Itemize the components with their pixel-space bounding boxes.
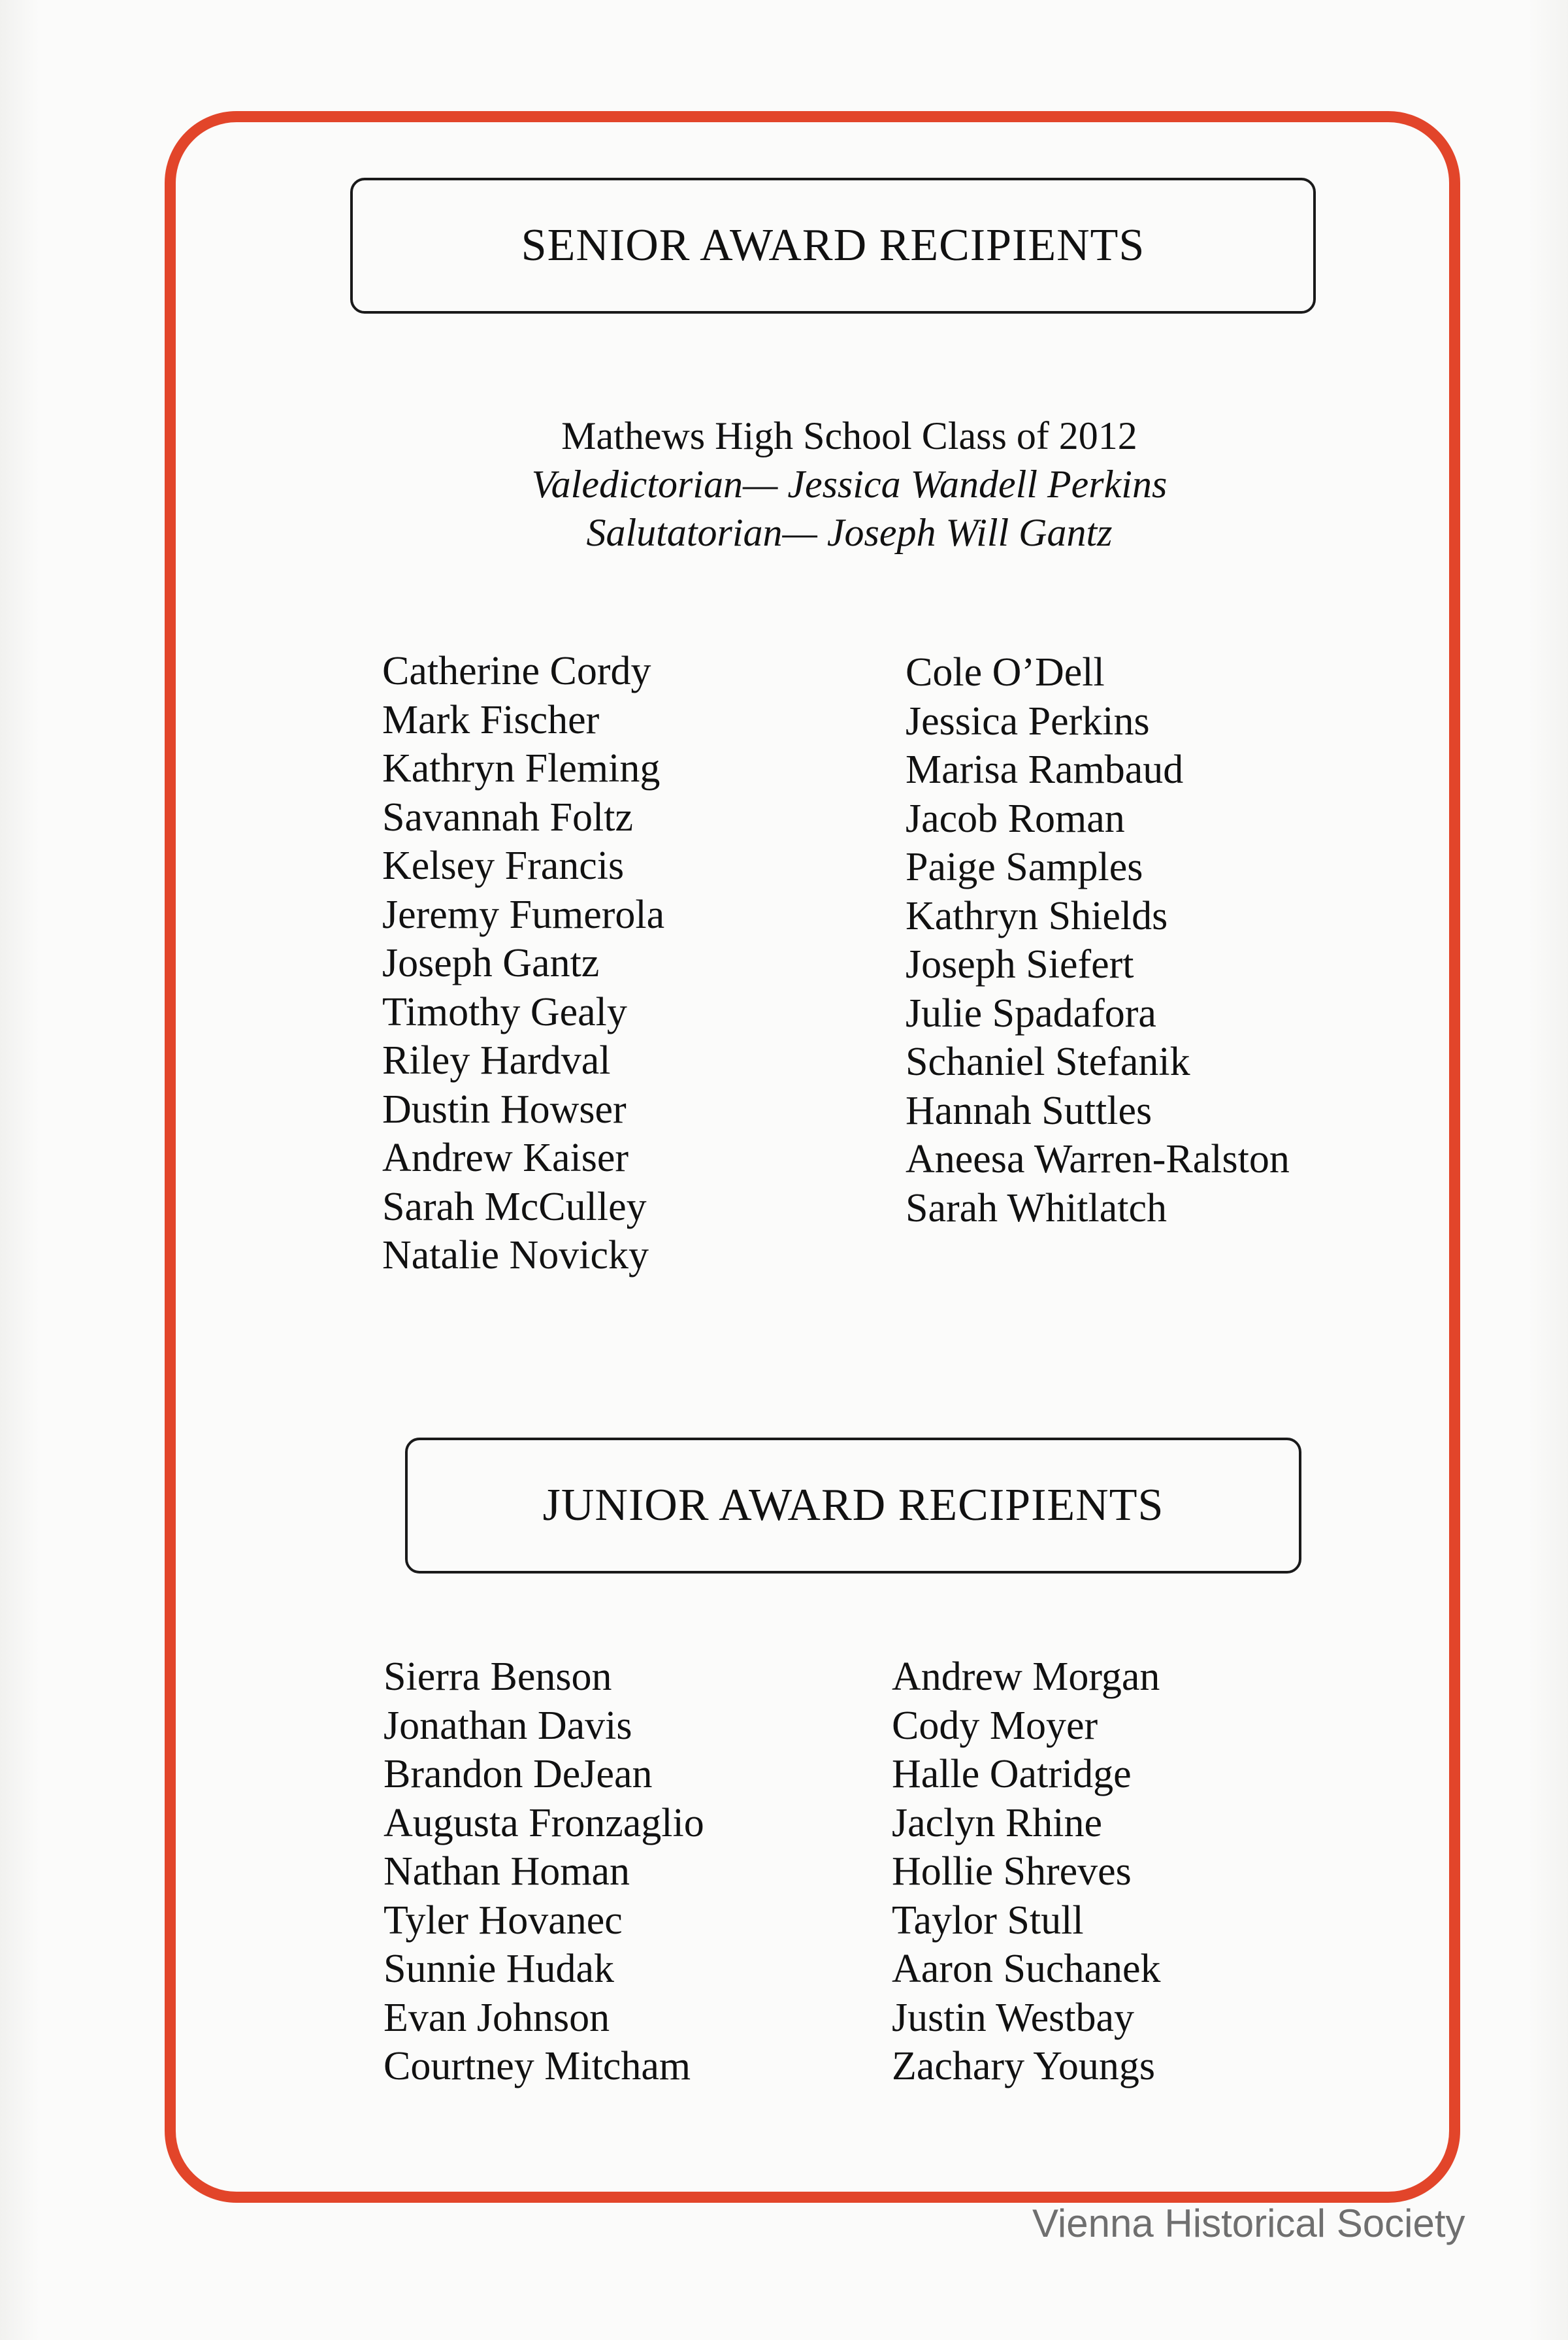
senior-recipient-name: Schaniel Stefanik bbox=[906, 1040, 1190, 1084]
school-class-line: Mathews High School Class of 2012 bbox=[561, 414, 1137, 457]
senior-recipient-name: Catherine Cordy bbox=[382, 649, 651, 693]
junior-section-heading: JUNIOR AWARD RECIPIENTS bbox=[405, 1438, 1301, 1574]
junior-recipient-name: Brandon DeJean bbox=[384, 1752, 653, 1796]
junior-recipient-name: Aaron Suchanek bbox=[892, 1947, 1161, 1991]
senior-recipient-name: Sarah Whitlatch bbox=[906, 1185, 1168, 1230]
junior-recipient-name: Zachary Youngs bbox=[892, 2044, 1155, 2088]
senior-recipient-name: Jessica Perkins bbox=[906, 699, 1150, 744]
senior-recipient-name: Jeremy Fumerola bbox=[382, 892, 665, 937]
senior-recipient-name: Aneesa Warren-Ralston bbox=[906, 1137, 1290, 1181]
senior-section-heading: SENIOR AWARD RECIPIENTS bbox=[350, 178, 1316, 314]
junior-recipient-name: Jonathan Davis bbox=[384, 1703, 632, 1748]
senior-recipient-name: Savannah Foltz bbox=[382, 795, 633, 840]
senior-recipient-name: Kelsey Francis bbox=[382, 844, 625, 888]
junior-recipient-name: Tyler Hovanec bbox=[384, 1898, 623, 1943]
junior-recipient-name: Sunnie Hudak bbox=[384, 1947, 615, 1991]
senior-recipient-name: Kathryn Fleming bbox=[382, 746, 661, 791]
senior-recipient-name: Joseph Gantz bbox=[382, 941, 600, 985]
junior-recipient-name: Evan Johnson bbox=[384, 1995, 610, 2040]
senior-recipient-name: Mark Fischer bbox=[382, 697, 600, 742]
senior-recipient-name: Sarah McCulley bbox=[382, 1184, 647, 1229]
senior-recipient-name: Riley Hardval bbox=[382, 1038, 611, 1083]
junior-recipient-name: Jaclyn Rhine bbox=[892, 1800, 1102, 1845]
junior-recipient-name: Cody Moyer bbox=[892, 1703, 1098, 1748]
junior-recipient-name: Justin Westbay bbox=[892, 1995, 1135, 2040]
senior-intro bbox=[418, 412, 1281, 557]
salutatorian-line: Salutatorian— Joseph Will Gantz bbox=[586, 511, 1113, 554]
junior-names-left bbox=[384, 1653, 704, 2091]
senior-recipient-name: Joseph Siefert bbox=[906, 942, 1134, 987]
senior-recipient-name: Andrew Kaiser bbox=[382, 1136, 629, 1180]
junior-recipient-name: Sierra Benson bbox=[384, 1655, 612, 1699]
senior-recipient-name: Kathryn Shields bbox=[906, 893, 1168, 938]
senior-recipient-name: Natalie Novicky bbox=[382, 1233, 649, 1277]
junior-recipient-name: Andrew Morgan bbox=[892, 1655, 1160, 1699]
senior-recipient-name: Hannah Suttles bbox=[906, 1088, 1152, 1133]
junior-recipient-name: Hollie Shreves bbox=[892, 1849, 1132, 1894]
senior-names-left bbox=[382, 647, 664, 1280]
junior-recipient-name: Courtney Mitcham bbox=[384, 2044, 691, 2088]
junior-recipient-name: Taylor Stull bbox=[892, 1898, 1084, 1943]
archive-watermark: Vienna Historical Society bbox=[1032, 2201, 1465, 2245]
junior-recipient-name: Augusta Fronzaglio bbox=[384, 1800, 704, 1845]
valedictorian-line: Valedictorian— Jessica Wandell Perkins bbox=[531, 463, 1168, 506]
senior-recipient-name: Cole O’Dell bbox=[906, 650, 1105, 695]
junior-names-right bbox=[892, 1653, 1160, 2091]
senior-recipient-name: Timothy Gealy bbox=[382, 989, 627, 1034]
junior-recipient-name: Halle Oatridge bbox=[892, 1752, 1132, 1796]
senior-recipient-name: Jacob Roman bbox=[906, 796, 1125, 841]
senior-recipient-name: Marisa Rambaud bbox=[906, 748, 1184, 792]
senior-recipient-name: Paige Samples bbox=[906, 845, 1143, 889]
senior-names-right bbox=[906, 648, 1290, 1232]
senior-recipient-name: Julie Spadafora bbox=[906, 991, 1156, 1036]
senior-recipient-name: Dustin Howser bbox=[382, 1087, 627, 1132]
junior-recipient-name: Nathan Homan bbox=[384, 1849, 630, 1894]
